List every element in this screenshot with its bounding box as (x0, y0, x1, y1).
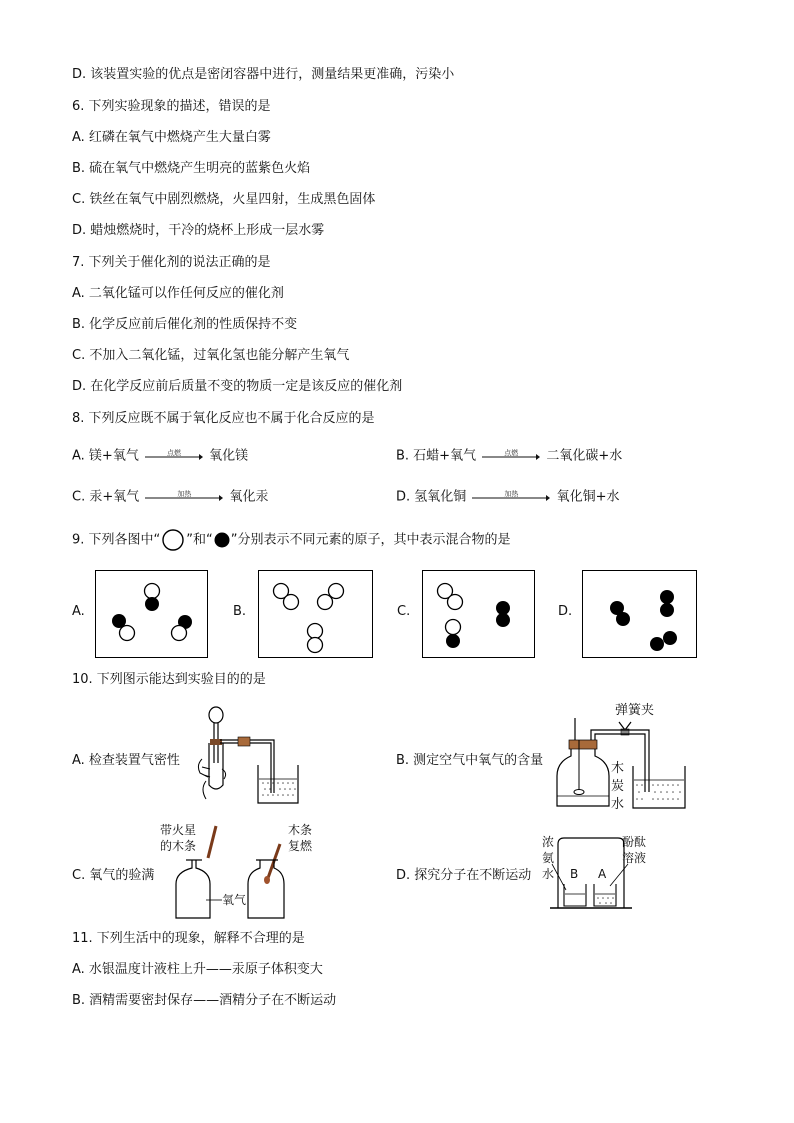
ammonia-label-1: 浓 (542, 835, 555, 849)
q9-figure-a (95, 570, 208, 658)
relit-splint-label-1: 木条 (288, 823, 313, 837)
q9-label-d: D. (558, 604, 573, 619)
q11-stem: 11. 下列生活中的现象，解释不合理的是 (72, 931, 305, 946)
q8-a-reactants: A. 镁+氧气 (72, 448, 139, 464)
reaction-arrow-icon (145, 447, 203, 465)
q9-stem-part3: ”分别表示不同元素的原子，其中表示混合物的是 (230, 532, 511, 548)
q5-option-d: D. 该装置实验的优点是密闭容器中进行，测量结果更准确，污染小 (72, 67, 455, 82)
q7-stem: 7. 下列关于催化剂的说法正确的是 (72, 255, 271, 270)
beaker-b-label: B (570, 867, 579, 881)
spring-clip-label: 弹簧夹 (615, 703, 655, 718)
q8-c-product: 氧化汞 (229, 489, 269, 505)
q10-airtightness-apparatus (192, 703, 302, 808)
q9-stem-part2: ”和“ (186, 532, 213, 548)
q6-option-b: B. 硫在氧气中燃烧产生明亮的蓝紫色火焰 (72, 161, 311, 176)
q8-b-product: 二氧化碳+水 (546, 448, 623, 464)
q6-option-c: C. 铁丝在氧气中剧烈燃烧，火星四射，生成黑色固体 (72, 192, 376, 207)
q11-option-b: B. 酒精需要密封保存——酒精分子在不断运动 (72, 993, 337, 1008)
q8-d-product: 氧化铜+水 (556, 489, 620, 505)
q9-stem-part1: 9. 下列各图中“ (72, 532, 161, 548)
relit-splint-label-2: 复燃 (288, 839, 313, 853)
q6-option-a: A. 红磷在氧气中燃烧产生大量白雾 (72, 130, 271, 145)
q8-d-reactants: D. 氢氧化铜 (396, 489, 467, 505)
q9-figure-d (582, 570, 697, 658)
reaction-arrow-icon (472, 488, 550, 506)
q9-label-a: A. (72, 604, 85, 619)
reaction-condition: 加热 (177, 490, 192, 498)
q8-option-c (72, 488, 269, 507)
oxygen-label: 氧气 (222, 893, 247, 907)
phenolphthalein-label-1: 酚酞 (622, 835, 647, 849)
q10-oxygen-full-check-apparatus (160, 822, 313, 922)
ammonia-label-2: 氨 (542, 851, 555, 865)
q7-option-d: D. 在化学反应前后质量不变的物质一定是该反应的催化剂 (72, 379, 403, 394)
q9-figure-c (422, 570, 535, 658)
q6-option-d: D. 蜡烛燃烧时，干冷的烧杯上形成一层水雾 (72, 223, 325, 238)
q6-stem: 6. 下列实验现象的描述，错误的是 (72, 99, 271, 114)
q8-a-product: 氧化镁 (209, 448, 249, 464)
white-atom-icon (160, 529, 186, 551)
water-label: 水 (611, 797, 625, 812)
ammonia-label-3: 水 (542, 867, 555, 881)
reaction-condition: 点燃 (166, 449, 181, 457)
q8-stem: 8. 下列反应既不属于氧化反应也不属于化合反应的是 (72, 411, 375, 426)
q10-molecular-motion-apparatus (540, 834, 660, 914)
glowing-splint-label-2: 的木条 (160, 839, 197, 853)
glowing-splint-label-1: 带火星 (160, 823, 197, 837)
q10-oxygen-content-apparatus (553, 700, 693, 812)
reaction-arrow-icon (145, 488, 223, 506)
q10-option-c: C. 氧气的验满 (72, 868, 155, 883)
q9-figure-b (258, 570, 373, 658)
q11-option-a: A. 水银温度计液柱上升——汞原子体积变大 (72, 962, 323, 977)
q8-b-reactants: B. 石蜡+氧气 (396, 448, 477, 464)
q9-label-c: C. (397, 604, 411, 619)
charcoal-label-2: 炭 (611, 779, 625, 794)
q8-option-b (396, 447, 622, 466)
q7-option-a: A. 二氧化锰可以作任何反应的催化剂 (72, 286, 284, 301)
reaction-condition: 加热 (504, 490, 519, 498)
q7-option-b: B. 化学反应前后催化剂的性质保持不变 (72, 317, 298, 332)
q10-stem: 10. 下列图示能达到实验目的的是 (72, 672, 266, 687)
q8-option-a (72, 447, 248, 466)
q8-option-d (396, 488, 619, 507)
q7-option-c: C. 不加入二氧化锰，过氧化氢也能分解产生氧气 (72, 348, 350, 363)
phenolphthalein-label-2: 溶液 (622, 851, 647, 865)
charcoal-label-1: 木 (611, 761, 625, 776)
q10-option-b: B. 测定空气中氧气的含量 (396, 753, 544, 768)
reaction-arrow-icon (482, 447, 540, 465)
beaker-a-label: A (598, 867, 607, 881)
black-atom-icon (213, 531, 231, 549)
q10-option-a: A. 检查装置气密性 (72, 753, 180, 768)
q9-label-b: B. (233, 604, 247, 619)
q10-option-d: D. 探究分子在不断运动 (396, 868, 532, 883)
reaction-condition: 点燃 (504, 449, 519, 457)
q9-stem (72, 529, 511, 551)
q8-c-reactants: C. 汞+氧气 (72, 489, 140, 505)
